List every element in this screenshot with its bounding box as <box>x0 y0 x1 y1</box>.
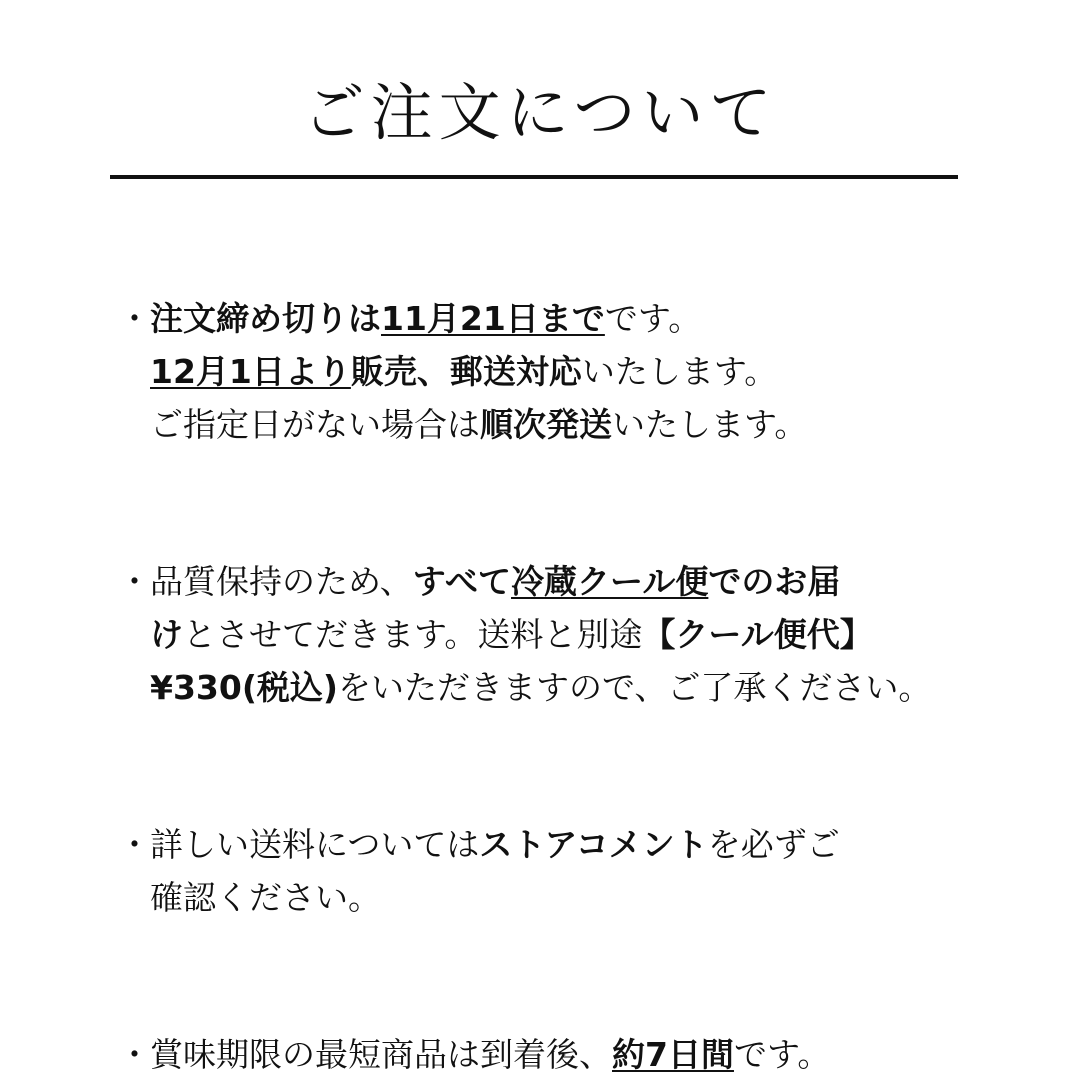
note-line <box>150 292 1048 345</box>
note-line <box>150 345 1048 398</box>
page-title: ご注文について <box>302 76 778 149</box>
note-text: とさせてだきます。送料と別途 <box>183 615 643 654</box>
note-item <box>118 555 1048 714</box>
note-line <box>150 871 1048 924</box>
note-text: 確認ください。 <box>150 878 381 917</box>
bullet-icon: ・ <box>118 1035 151 1074</box>
note-item <box>118 818 1048 924</box>
note-text: いたします。 <box>612 405 808 444</box>
note-item <box>118 292 1048 451</box>
emphasis-text: ストアコメント <box>479 825 708 864</box>
emphasis-text: 販売、郵送対応 <box>350 352 582 391</box>
note-text: 詳しい送料については <box>150 825 480 864</box>
emphasis-underlined-text: 12月1日より <box>150 352 351 391</box>
bullet-icon: ・ <box>118 562 151 601</box>
note-item <box>118 1028 1048 1081</box>
emphasis-underlined-text: 冷蔵クール便 <box>511 562 709 601</box>
emphasis-text: 【クール便代】 <box>642 615 873 654</box>
note-text: です。 <box>604 299 702 338</box>
emphasis-text: け <box>150 615 183 654</box>
emphasis-text: 注文締め切りは <box>150 299 381 338</box>
order-notes-list <box>118 292 1048 1081</box>
emphasis-text: すべて <box>412 562 512 601</box>
note-text: 賞味期限の最短商品は到着後、 <box>150 1035 612 1074</box>
emphasis-underlined-text: 約7日間 <box>612 1035 734 1074</box>
note-line <box>150 555 1048 608</box>
note-text: です。 <box>733 1035 831 1074</box>
emphasis-text: 順次発送 <box>480 405 612 444</box>
note-text: をいただきますので、ご了承ください。 <box>338 668 932 707</box>
emphasis-underlined-text: 11月21日まで <box>381 299 605 338</box>
note-line <box>150 608 1048 661</box>
note-text: いたします。 <box>581 352 778 391</box>
title-divider <box>110 175 958 179</box>
bullet-icon: ・ <box>118 825 151 864</box>
note-line <box>150 1028 1048 1081</box>
bullet-icon: ・ <box>118 299 151 338</box>
note-line <box>150 398 1048 451</box>
note-text: を必ずご <box>707 825 840 864</box>
note-text: ご指定日がない場合は <box>150 405 480 444</box>
note-line <box>150 818 1048 871</box>
emphasis-text: ¥330(税込) <box>150 668 339 707</box>
emphasis-text: でのお届 <box>708 562 841 601</box>
note-text: 品質保持のため、 <box>150 562 413 601</box>
note-line <box>150 661 1048 714</box>
